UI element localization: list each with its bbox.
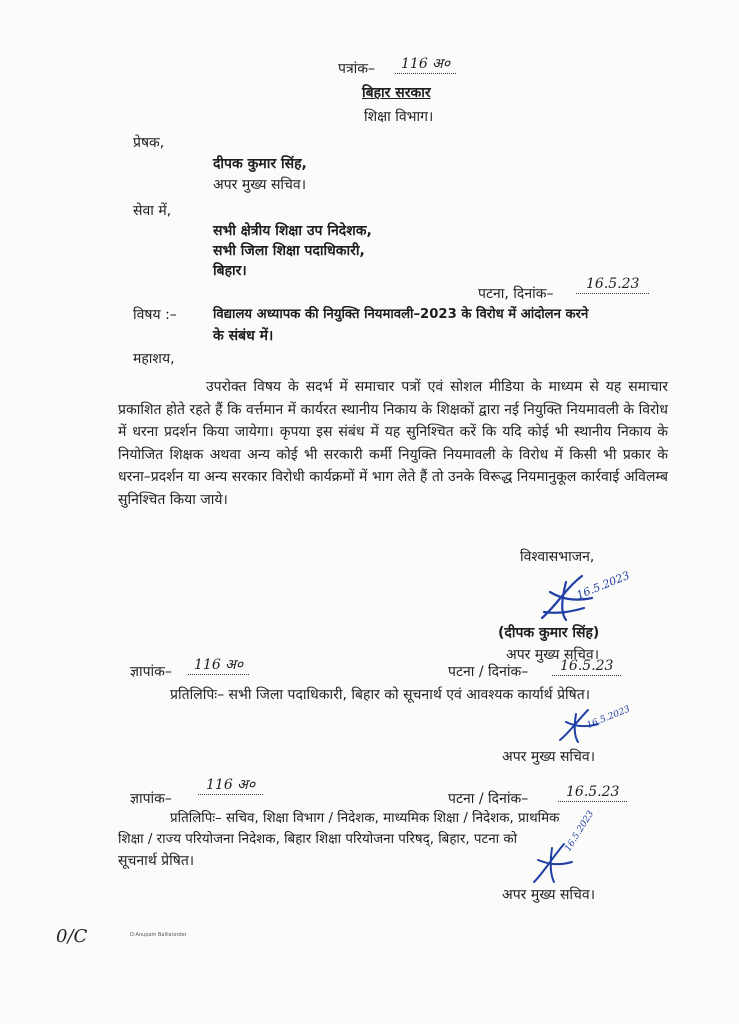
memo-place-date-label: पटना / दिनांक– [448, 664, 529, 680]
recipient-line: बिहार। [213, 263, 247, 279]
recipient-line: सभी क्षेत्रीय शिक्षा उप निदेशक, [213, 223, 372, 239]
department-title: शिक्षा विभाग। [364, 109, 434, 125]
signature-date: 16.5.2023 [585, 704, 632, 731]
sender-name: दीपक कुमार सिंह, [213, 156, 307, 172]
memo-designation: अपर मुख्य सचिव। [502, 887, 596, 903]
memo-value: 116 अ० [188, 656, 249, 675]
letter-no-value: 116 अ० [395, 55, 456, 74]
letter-date-value: 16.5.23 [576, 275, 649, 294]
signature-date: 16.5.2023 [574, 568, 632, 602]
subject-line: विद्यालय अध्यापक की नियुक्ति नियमावली–2023 के विरोध में आंदोलन करने [213, 307, 589, 322]
memo-designation: अपर मुख्य सचिव। [502, 749, 596, 765]
letter-body [118, 376, 668, 511]
salutation: महाशय, [133, 351, 175, 367]
subject-line: के संबंध में। [213, 328, 274, 344]
copy-text: प्रतिलिपिः– सभी जिला पदाधिकारी, बिहार को सूचनार्थ एवं आवश्यक कार्यार्थ प्रेषित। [170, 687, 591, 703]
subject-label: विषय :– [133, 307, 177, 323]
government-title: बिहार सरकार [362, 85, 431, 101]
memo-place-date-label: पटना / दिनांक– [448, 791, 529, 807]
memo-label: ज्ञापांक– [130, 664, 172, 680]
signatory-name: (दीपक कुमार सिंह) [498, 625, 600, 641]
place-date-label: पटना, दिनांक– [478, 286, 554, 302]
file-note: D:Anupam Ballia\order [130, 932, 187, 938]
copy-text: प्रतिलिपिः– सचिव, शिक्षा विभाग / निदेशक, माध्यमिक शिक्षा / निदेशक, प्राथमिक [170, 811, 560, 826]
recipient-line: सभी जिला शिक्षा पदाधिकारी, [213, 243, 365, 259]
signature-date: 16.5.2023 [563, 809, 597, 854]
file-mark: 0/C [56, 926, 88, 947]
closing: विश्वासभाजन, [520, 549, 595, 565]
letter-body-text: उपरोक्त विषय के सदर्भ में समाचार पत्रों एवं सोशल मीडिया के माध्यम से यह समाचार प्रकाशित होते रहते हैं कि वर्त्तमान में कार्यरत स्थानीय निकाय के शिक्षकों द्वारा नई नियुक्ति नियमावली के विरोध में धरना प्रदर्शन किया जायेगा। कृपया इस संबंध में यह सुनिश्चित करें कि यदि कोई भी स्थानीय निकाय के नियोजित शिक्षक अथवा अन्य कोई भी सरकारी कर्मी नियुक्ति नियमावली के विरोध में किसी भी प्रकार के धरना–प्रदर्शन या अन्य सरकार विरोधी कार्यक्रमों में भाग लेते हैं तो उनके विरूद्ध नियमानुकूल कार्रवाई अविलम्ब सुनिश्चित किया जाये। [118, 379, 668, 508]
memo-date-value: 16.5.23 [552, 657, 621, 676]
memo-date-value: 16.5.23 [558, 783, 627, 802]
memo-label: ज्ञापांक– [130, 791, 172, 807]
letter-no-label: पत्रांक– [338, 61, 376, 77]
signatory-designation: अपर मुख्य सचिव। [506, 647, 600, 663]
memo-value: 116 अ० [198, 776, 263, 795]
copy-text: शिक्षा / राज्य परियोजना निदेशक, बिहार शिक्षा परियोजना परिषद्, बिहार, पटना को [118, 832, 518, 847]
copy-text: सूचनार्थ प्रेषित। [118, 853, 195, 869]
sender-label: प्रेषक, [133, 135, 165, 151]
recipients-label: सेवा में, [133, 203, 172, 219]
sender-designation: अपर मुख्य सचिव। [213, 177, 307, 193]
